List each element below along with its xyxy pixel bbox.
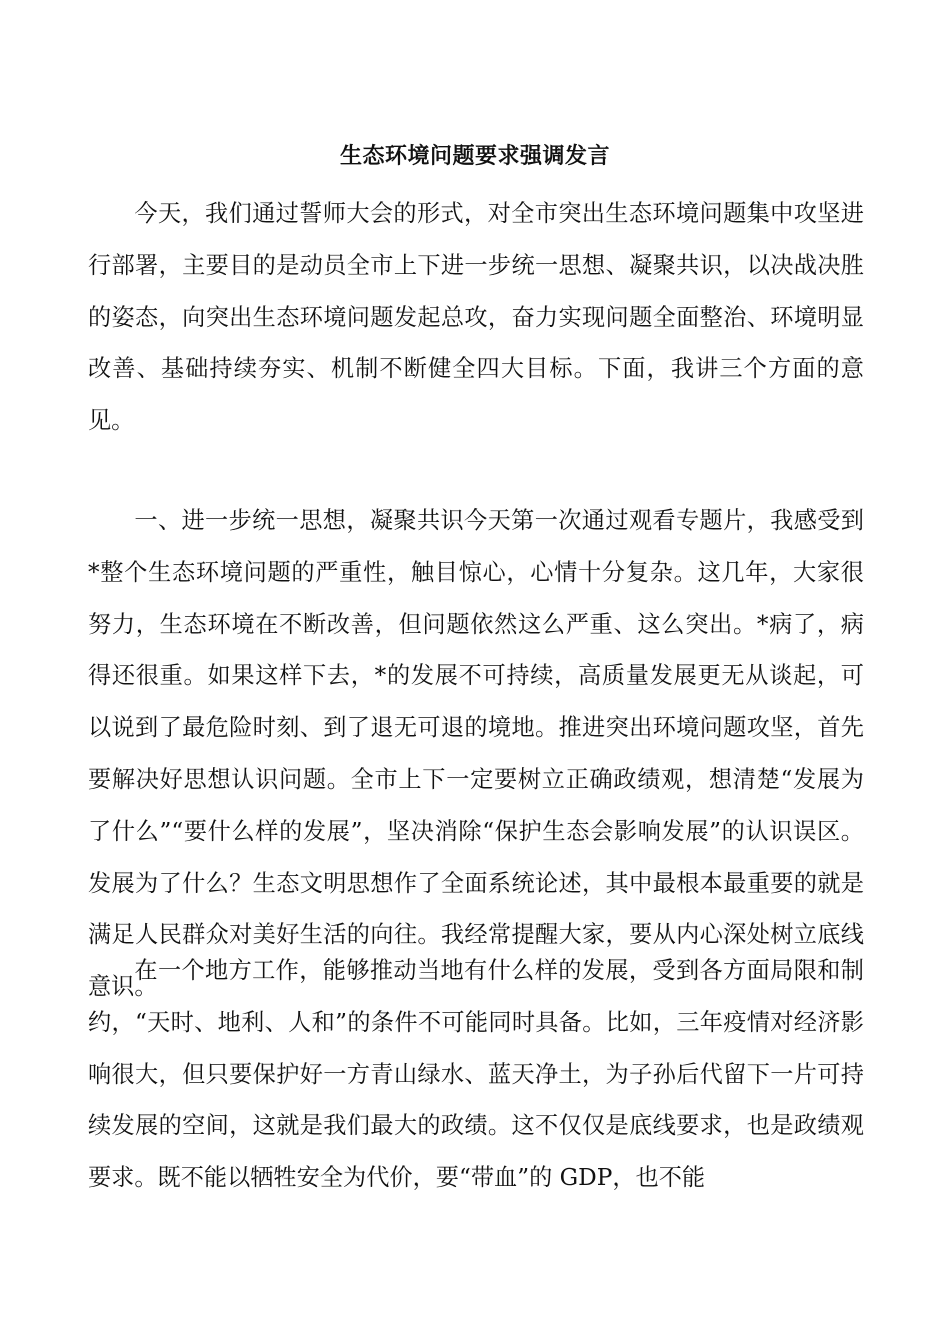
paragraph-section-one: 一、进一步统一思想，凝聚共识今天第一次通过观看专题片，我感受到*整个生态环境问题的严重性，触目惊心，心情十分复杂。这几年，大家很努力，生态环境在不断改善，但问题依然这么严重、这么突出。*病了，病得还很重。如果这样下去，*的发展不可持续，高质量发展更无从谈起，可以说到了最危险时刻、到了退无可退的境地。推进突出环境问题攻坚，首先要解决好思想认识问题。全市上下一定要树立正确政绩观，想清楚“发展为了什么”“要什么样的发展”，坚决消除“保护生态会影响发展”的认识误区。发展为了什么？生态文明思想作了全面系统论述，其中最根本最重要的就是满足人民群众对美好生活的向往。我经常提醒大家，要从内心深处树立底线意识。 bbox=[88, 507, 864, 1001]
paragraph-intro: 今天，我们通过誓师大会的形式，对全市突出生态环境问题集中攻坚进行部署，主要目的是动员全市上下进一步统一思想、凝聚共识，以决战决胜的姿态，向突出生态环境问题发起总攻，奋力实现问题全面整治、环境明显改善、基础持续夯实、机制不断健全四大目标。下面，我讲三个方面的意见。 bbox=[88, 200, 864, 435]
paragraph-local-work: 在一个地方工作，能够推动当地有什么样的发展，受到各方面局限和制约，“天时、地利、人和”的条件不可能同时具备。比如，三年疫情对经济影响很大，但只要保护好一方青山绿水、蓝天净土，为子孙后代留下一片可持续发展的空间，这就是我们最大的政绩。这不仅仅是底线要求，也是政绩观要求。既不能以牺牲安全为代价，要“带血”的 GDP，也不能 bbox=[88, 957, 864, 1192]
document-title: 生态环境问题要求强调发言 bbox=[339, 143, 610, 169]
